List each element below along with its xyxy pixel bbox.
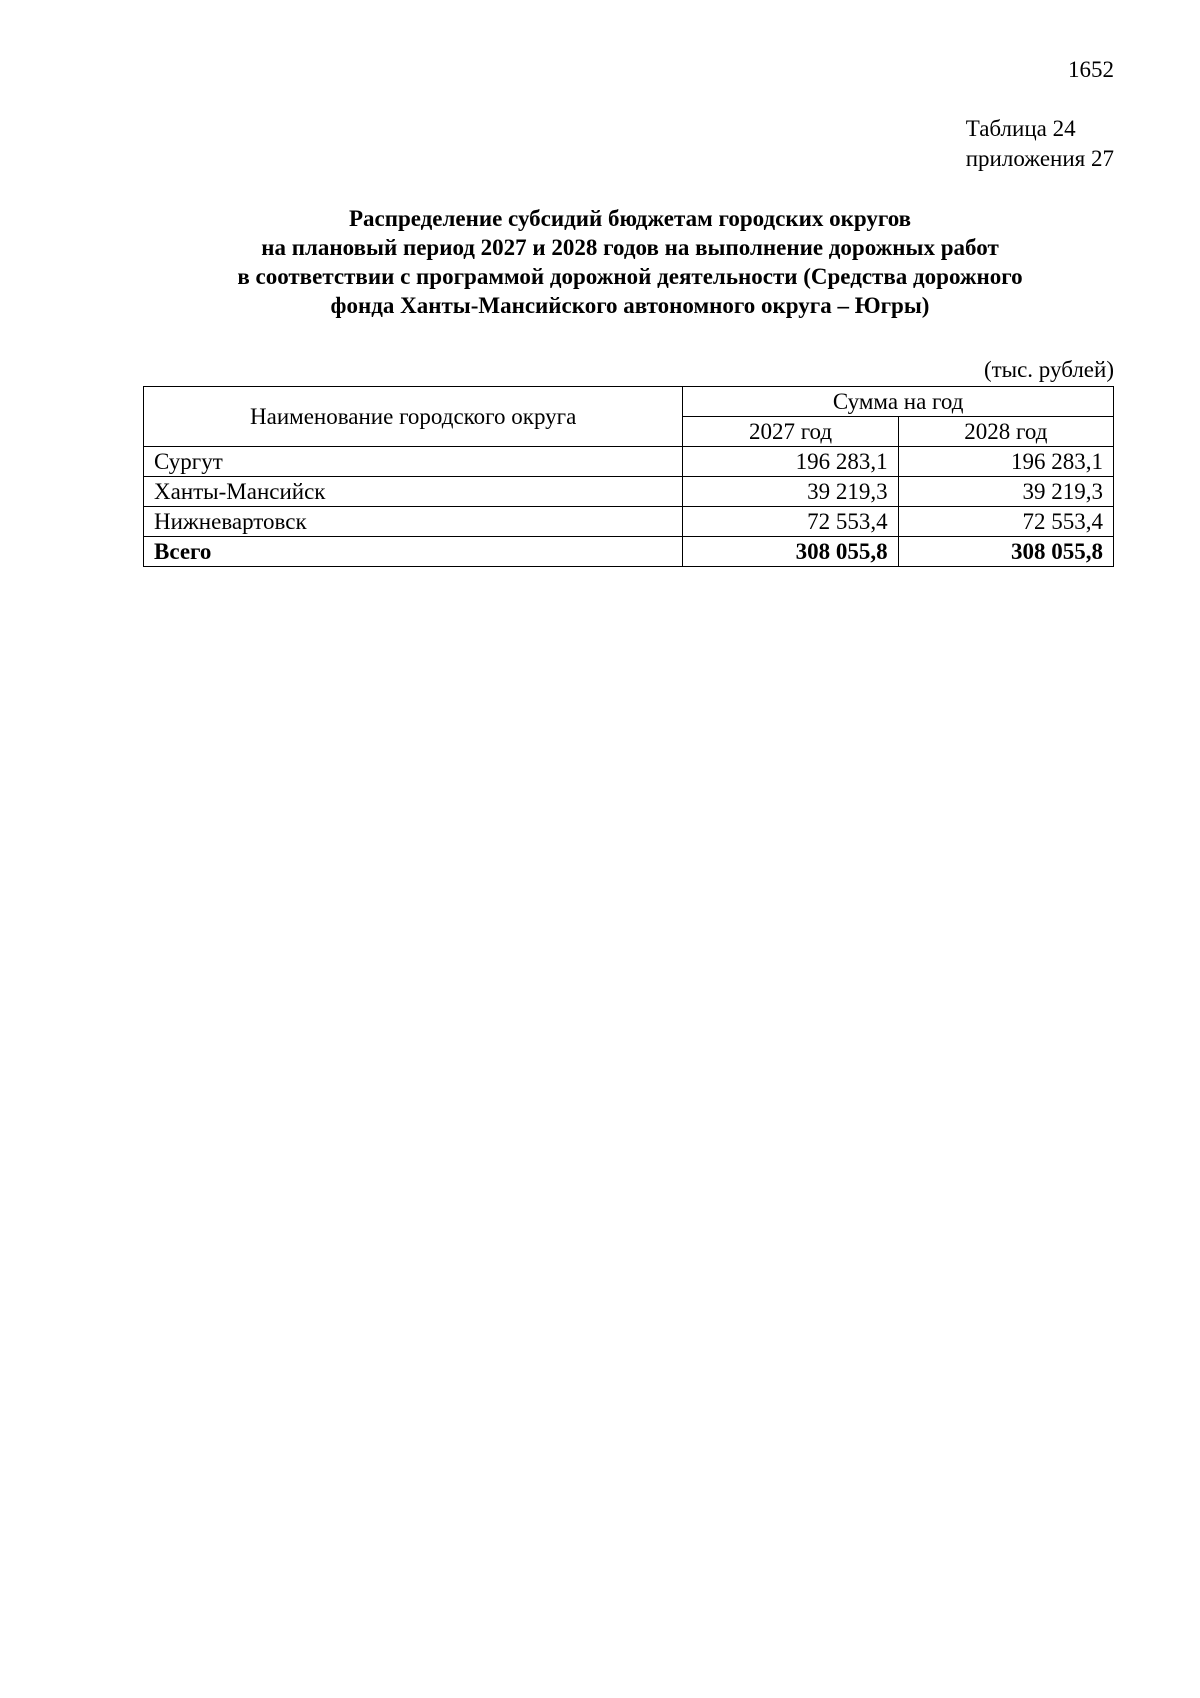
table-total-row bbox=[144, 537, 1114, 567]
column-header-2027: 2027 год bbox=[683, 417, 898, 447]
table-reference bbox=[966, 114, 1114, 174]
amount-2027-cell: 196 283,1 bbox=[683, 447, 898, 477]
column-header-2028: 2028 год bbox=[898, 417, 1113, 447]
amount-2028-cell: 39 219,3 bbox=[898, 477, 1113, 507]
amount-2027-cell: 72 553,4 bbox=[683, 507, 898, 537]
table-reference-line: приложения 27 bbox=[965, 146, 1114, 171]
district-name-cell: Нижневартовск bbox=[144, 507, 683, 537]
document-title-line: фонда Ханты-Мансийского автономного округа – Югры) bbox=[330, 293, 930, 318]
amount-2028-cell: 72 553,4 bbox=[898, 507, 1113, 537]
subsidy-table bbox=[143, 386, 1114, 567]
amount-2027-cell: 39 219,3 bbox=[683, 477, 898, 507]
column-header-sum: Сумма на год bbox=[683, 387, 1114, 417]
table-row bbox=[144, 477, 1114, 507]
table-row bbox=[144, 507, 1114, 537]
district-name-cell: Ханты-Мансийск bbox=[144, 477, 683, 507]
table-row bbox=[144, 447, 1114, 477]
units-label: (тыс. рублей) bbox=[983, 357, 1114, 382]
document-title-line: на плановый период 2027 и 2028 годов на выполнение дорожных работ bbox=[261, 235, 999, 260]
total-2027-cell: 308 055,8 bbox=[683, 537, 898, 567]
document-title-line: Распределение субсидий бюджетам городских округов bbox=[348, 206, 912, 231]
column-header-name: Наименование городского округа bbox=[144, 387, 683, 447]
page-number: 1652 bbox=[1068, 57, 1114, 82]
amount-2028-cell: 196 283,1 bbox=[898, 447, 1113, 477]
document-title bbox=[140, 204, 1120, 320]
district-name-cell: Сургут bbox=[144, 447, 683, 477]
total-2028-cell: 308 055,8 bbox=[898, 537, 1113, 567]
total-label-cell: Всего bbox=[144, 537, 683, 567]
table-reference-line: Таблица 24 bbox=[965, 116, 1076, 141]
document-title-line: в соответствии с программой дорожной деятельности (Средства дорожного bbox=[237, 264, 1023, 289]
table-header-row bbox=[144, 387, 1114, 417]
